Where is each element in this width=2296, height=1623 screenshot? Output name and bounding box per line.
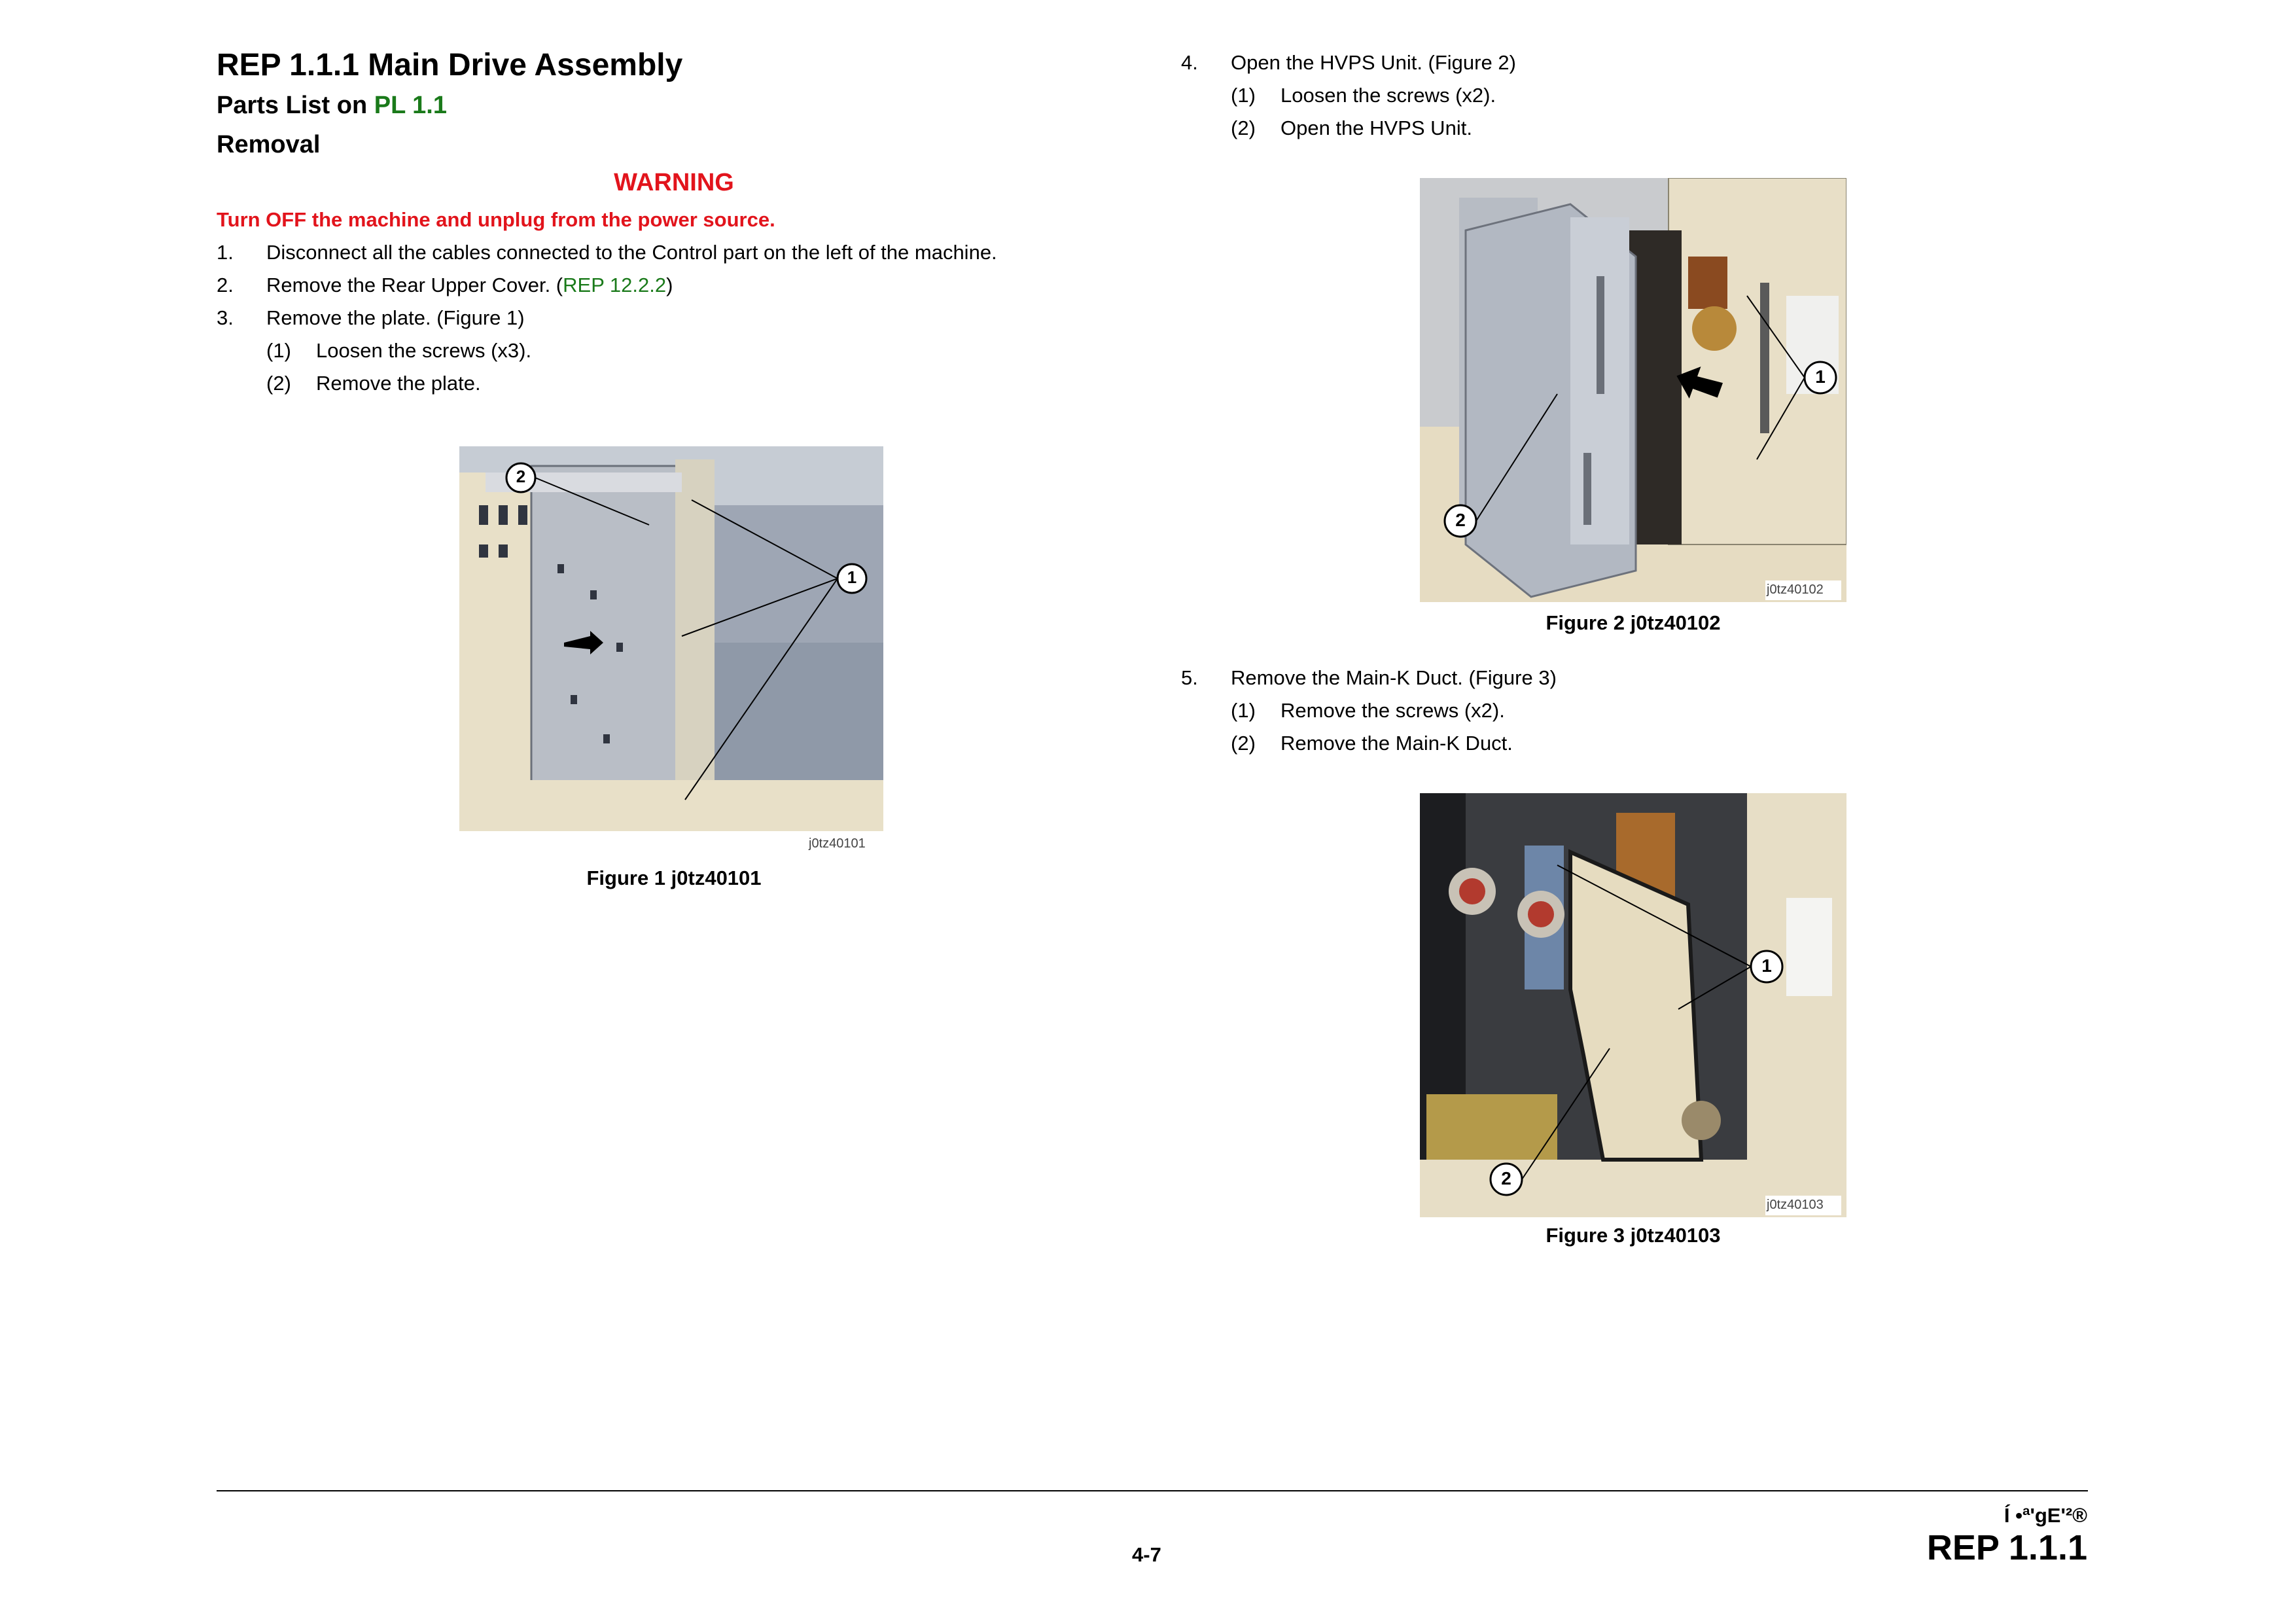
footer-section-title: Í •ª'gE'²® [2004,1504,2087,1527]
figure-2-illustration [1420,178,1846,602]
figure-3-code: j0tz40103 [1767,1198,1824,1212]
page-number: 4-7 [1132,1543,1161,1566]
figure-3-callout-1: 1 [1761,955,1772,976]
figure-2-image [1420,178,1846,602]
step-1: 1. Disconnect all the cables connected to the Control part on the left of the machine. [217,241,997,264]
figure-2-callout-1: 1 [1815,366,1826,387]
figure-1-callout-2: 2 [516,467,526,486]
step-5-1: (1) Remove the screws (x2). [1231,699,1505,722]
figure-3-callout-2: 2 [1501,1168,1511,1188]
parts-list-heading [217,92,447,120]
figure-1-image [459,446,883,831]
warning-heading: WARNING [614,169,734,196]
figure-3-image [1420,793,1846,1217]
footer-rule [217,1490,2088,1491]
figure-1-code: j0tz40101 [809,836,866,851]
figure-2-code: j0tz40102 [1767,582,1824,597]
figure-2-caption: Figure 2 j0tz40102 [1545,611,1721,634]
page-title: REP 1.1.1 Main Drive Assembly [217,48,683,82]
figure-1-caption: Figure 1 j0tz40101 [586,866,762,889]
step-4-1: (1) Loosen the screws (x2). [1231,84,1496,107]
footer-rep: REP 1.1.1 [1926,1528,2087,1567]
figure-1-callout-1: 1 [847,567,857,587]
step-4-2: (2) Open the HVPS Unit. [1231,116,1472,139]
removal-heading: Removal [217,131,321,158]
rep-link[interactable]: REP 12.2.2 [563,274,667,296]
warning-text: Turn OFF the machine and unplug from the power source. [217,208,775,231]
step-2: 2. Remove the Rear Upper Cover. (REP 12.2.2) [217,274,673,296]
step-3-2: (2) Remove the plate. [266,372,481,395]
step-3-1: (1) Loosen the screws (x3). [266,339,532,362]
figure-3-illustration [1420,793,1846,1217]
figure-3-caption: Figure 3 j0tz40103 [1545,1224,1721,1247]
figure-2-callout-2: 2 [1455,510,1466,530]
parts-list-link[interactable]: PL 1.1 [374,92,447,119]
step-5: 5. Remove the Main-K Duct. (Figure 3) [1181,666,1557,689]
parts-list-prefix: Parts List on [217,92,374,119]
step-3: 3. Remove the plate. (Figure 1) [217,306,525,329]
step-5-2: (2) Remove the Main-K Duct. [1231,732,1513,755]
step-4: 4. Open the HVPS Unit. (Figure 2) [1181,51,1516,74]
figure-1-illustration [459,446,883,831]
